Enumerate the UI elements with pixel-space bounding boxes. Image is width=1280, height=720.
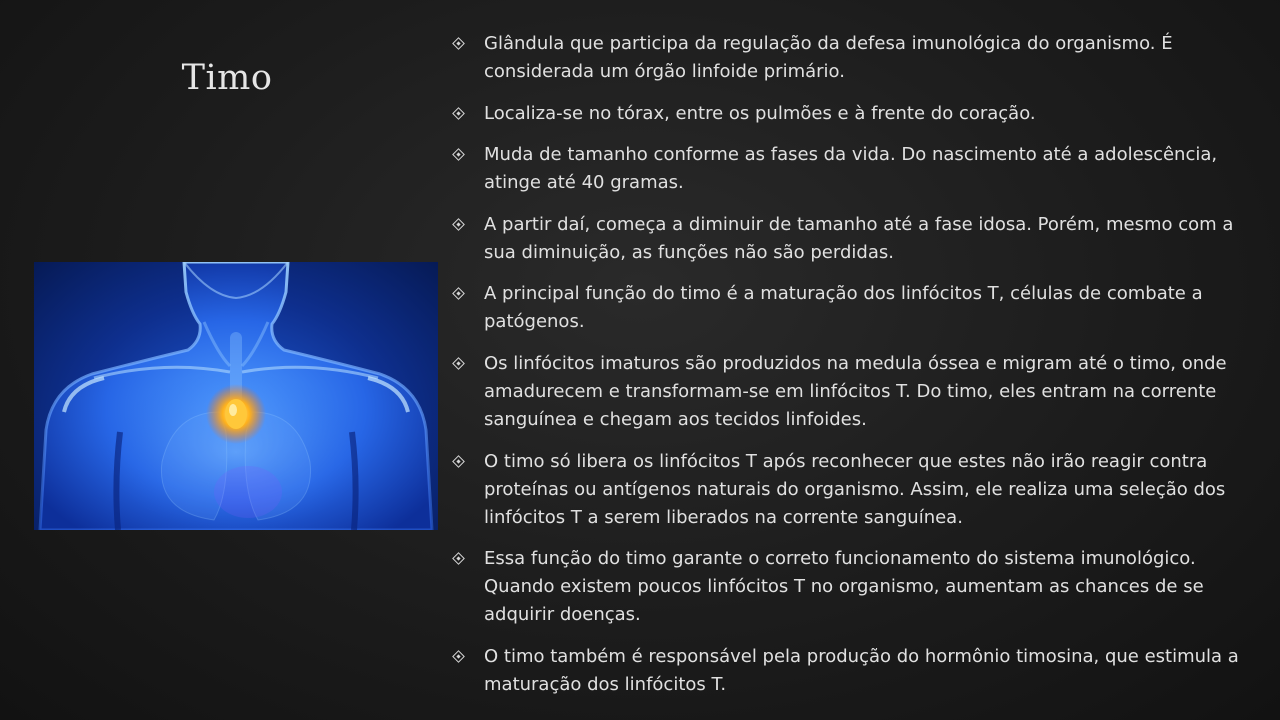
bullet-item [454, 350, 1240, 434]
diamond-bullet-icon [452, 455, 465, 468]
bullet-item [454, 141, 1240, 197]
bullet-item [454, 30, 1240, 86]
bullet-text: A partir daí, começa a diminuir de tamanho até a fase idosa. Porém, mesmo com a sua diminuição, as funções não são perdidas. [484, 213, 1234, 263]
bullet-list [454, 30, 1240, 712]
diamond-bullet-icon [452, 552, 465, 565]
diamond-bullet-icon [452, 218, 465, 231]
bullet-text: Localiza-se no tórax, entre os pulmões e à frente do coração. [484, 102, 1036, 124]
diamond-bullet-icon [452, 288, 465, 301]
bullet-text: Muda de tamanho conforme as fases da vida. Do nascimento até a adolescência, atinge até 40 gramas. [484, 144, 1218, 194]
bullet-text: Os linfócitos imaturos são produzidos na medula óssea e migram até o timo, onde amadurecem e transformam-se em linfócitos T. Do timo, eles entram na corrente sanguínea e chegam aos tecidos linfoides. [484, 352, 1227, 430]
bullet-text: A principal função do timo é a maturação dos linfócitos T, células de combate a patógenos. [484, 283, 1203, 333]
bullet-item [454, 100, 1240, 128]
thymus-illustration [34, 262, 438, 530]
diamond-bullet-icon [452, 357, 465, 370]
diamond-bullet-icon [452, 107, 465, 120]
bullet-item [454, 643, 1240, 699]
bullet-item [454, 448, 1240, 532]
bullet-item [454, 545, 1240, 629]
slide-title: Timo [181, 58, 273, 98]
human-torso-icon [34, 262, 438, 530]
bullet-item [454, 280, 1240, 336]
bullet-text: O timo também é responsável pela produção do hormônio timosina, que estimula a maturação dos linfócitos T. [484, 645, 1239, 695]
diamond-bullet-icon [452, 37, 465, 50]
diamond-bullet-icon [452, 148, 465, 161]
bullet-item [454, 211, 1240, 267]
bullet-text: O timo só libera os linfócitos T após reconhecer que estes não irão reagir contra proteínas ou antígenos naturais do organismo. Assim, ele realiza uma seleção dos linfócitos T a serem liberados na corrente sanguínea. [484, 450, 1226, 528]
bullet-text: Essa função do timo garante o correto funcionamento do sistema imunológico. Quando existem poucos linfócitos T no organismo, aumentam as chances de se adquirir doenças. [484, 548, 1204, 626]
diamond-bullet-icon [452, 650, 465, 663]
bullet-text: Glândula que participa da regulação da defesa imunológica do organismo. É considerada um órgão linfoide primário. [484, 33, 1173, 82]
